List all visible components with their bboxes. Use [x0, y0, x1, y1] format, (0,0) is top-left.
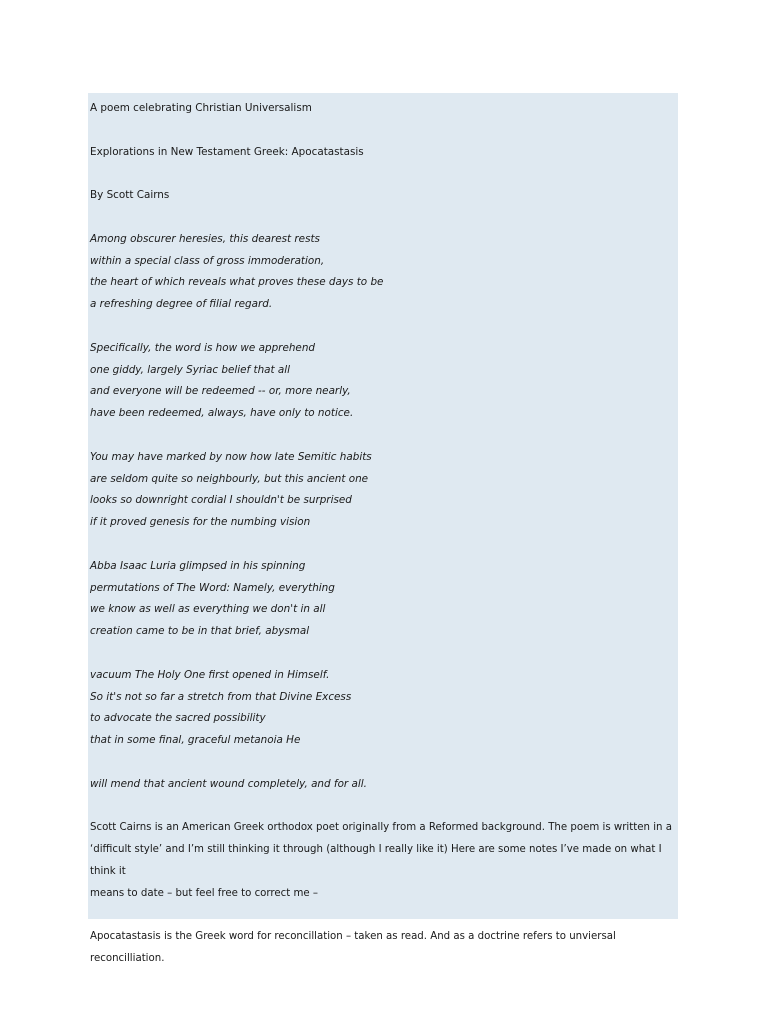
- poem-stanza-2: [90, 338, 680, 425]
- poem-line: if it proved genesis for the numbing vision: [90, 516, 311, 529]
- commentary-paragraph-1: [90, 817, 680, 904]
- poem-stanza-4: [90, 556, 680, 643]
- poem-stanza-6: [90, 774, 680, 796]
- poem-line: So it's not so far a stretch from that Divine Excess: [90, 690, 352, 703]
- byline: By Scott Cairns: [90, 189, 170, 202]
- poem-stanza-1: [90, 229, 680, 316]
- commentary-paragraph-2: Apocatastasis is the Greek word for reconcillation – taken as read. And as a doctrine refers to unviersal reconcilliation.: [90, 931, 616, 965]
- poem-line: You may have marked by now how late Semitic habits: [90, 450, 372, 463]
- poem-line: one giddy, largely Syriac belief that all: [90, 363, 291, 376]
- poem-line: Abba Isaac Luria glimpsed in his spinning: [90, 559, 306, 572]
- poem-line: have been redeemed, always, have only to notice.: [90, 407, 354, 420]
- commentary-line: means to date – but feel free to correct me –: [90, 887, 319, 899]
- intro-line: A poem celebrating Christian Universalism: [90, 102, 312, 114]
- poem-line: Among obscurer heresies, this dearest rests: [90, 232, 320, 245]
- poem-stanza-5: [90, 665, 680, 752]
- document-content: [90, 98, 680, 970]
- commentary-line: ‘difficult style’ and I’m still thinking it through (although I really like it) Here are some notes I’ve made on what I think it: [90, 844, 662, 877]
- poem-line: to advocate the sacred possibility: [90, 712, 266, 725]
- document-title: Explorations in New Testament Greek: Apocatastasis: [90, 145, 364, 158]
- poem-line: will mend that ancient wound completely, and for all.: [90, 777, 367, 790]
- poem-line: permutations of The Word: Namely, everything: [90, 581, 335, 594]
- poem-line: vacuum The Holy One first opened in Himself.: [90, 668, 330, 681]
- poem-line: that in some final, graceful metanoia He: [90, 734, 301, 747]
- poem-stanza-3: [90, 447, 680, 534]
- poem-line: looks so downright cordial I shouldn't be surprised: [90, 494, 352, 507]
- poem-line: a refreshing degree of filial regard.: [90, 298, 273, 311]
- poem-line: within a special class of gross immoderation,: [90, 254, 325, 267]
- poem-line: the heart of which reveals what proves these days to be: [90, 276, 384, 289]
- poem-line: and everyone will be redeemed -- or, more nearly,: [90, 385, 351, 398]
- poem-line: we know as well as everything we don't in all: [90, 603, 326, 616]
- commentary-line: Scott Cairns is an American Greek orthodox poet originally from a Reformed background. The poem is written in a: [90, 822, 672, 834]
- poem-line: Specifically, the word is how we apprehend: [90, 341, 316, 354]
- poem-line: creation came to be in that brief, abysmal: [90, 625, 310, 638]
- poem-line: are seldom quite so neighbourly, but this ancient one: [90, 472, 369, 485]
